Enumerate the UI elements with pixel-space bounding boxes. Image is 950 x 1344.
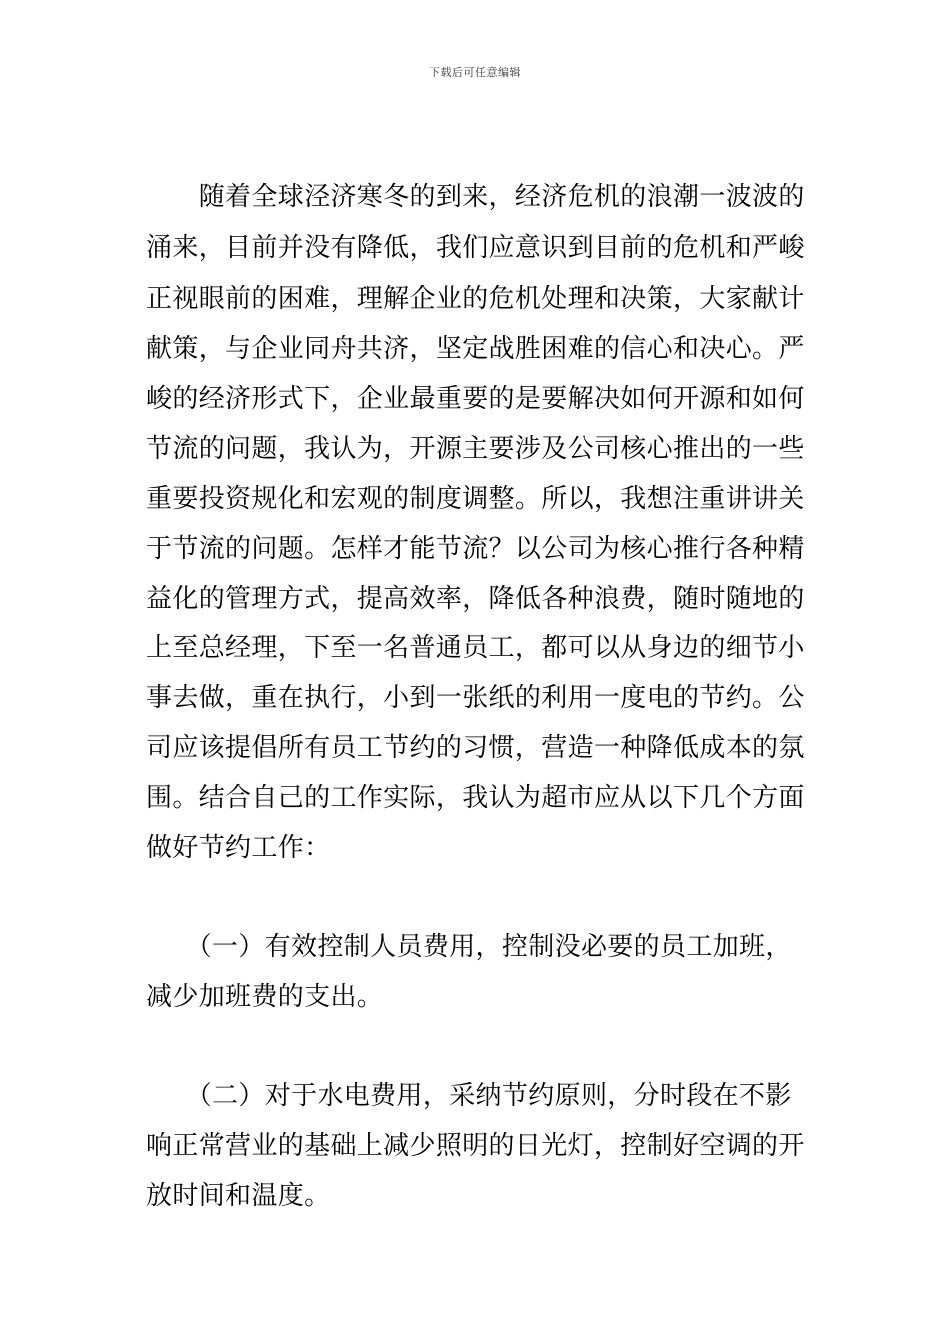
paragraph-line: 做好节约工作：: [146, 833, 331, 863]
list-item-line: （一）有效控制人员费用，控制没必要的员工加班，: [146, 932, 792, 962]
list-item-line: 减少加班费的支出。: [146, 982, 384, 1012]
paragraph-line: 涌来，目前并没有降低，我们应意识到目前的危机和严峻: [146, 233, 805, 263]
list-item-line: 响正常营业的基础上减少照明的日光灯，控制好空调的开: [146, 1131, 805, 1161]
paragraph-line: 节流的问题，我认为，开源主要涉及公司核心推出的一些: [146, 434, 805, 464]
paragraph-line: 司应该提倡所有员工节约的习惯，营造一种降低成本的氛: [146, 733, 805, 763]
paragraph-line: 随着全球泾济寒冬的到来，经济危机的浪潮一波波的: [146, 182, 805, 212]
paragraph-line: 重要投资规化和宏观的制度调整。所以，我想注重讲讲关: [146, 484, 805, 514]
paragraph-line: 于节流的问题。怎样才能节流？以公司为核心推行各种精: [146, 534, 805, 564]
list-item-line: 放时间和温度。: [146, 1181, 331, 1211]
paragraph-line: 峻的经济形式下，企业最重要的是要解决如何开源和如何: [146, 384, 805, 414]
paragraph-line: 围。结合自己的工作实际，我认为超市应从以下几个方面: [146, 783, 805, 813]
paragraph-line: 正视眼前的困难，理解企业的危机处理和决策，大家献计: [146, 284, 805, 314]
paragraph-line: 事去做，重在执行，小到一张纸的利用一度电的节约。公: [146, 683, 805, 713]
page-header: 下载后可任意编辑: [429, 66, 521, 79]
list-item-line: （二）对于水电费用，采纳节约原则，分时段在不影: [146, 1081, 792, 1111]
paragraph-line: 上至总经理，下至一名普通员工，都可以从身边的细节小: [146, 633, 805, 663]
paragraph-line: 益化的管理方式，提高效率，降低各种浪费，随时随地的: [146, 584, 805, 614]
paragraph-line: 献策，与企业同舟共济，坚定战胜困难的信心和决心。严: [146, 334, 805, 364]
